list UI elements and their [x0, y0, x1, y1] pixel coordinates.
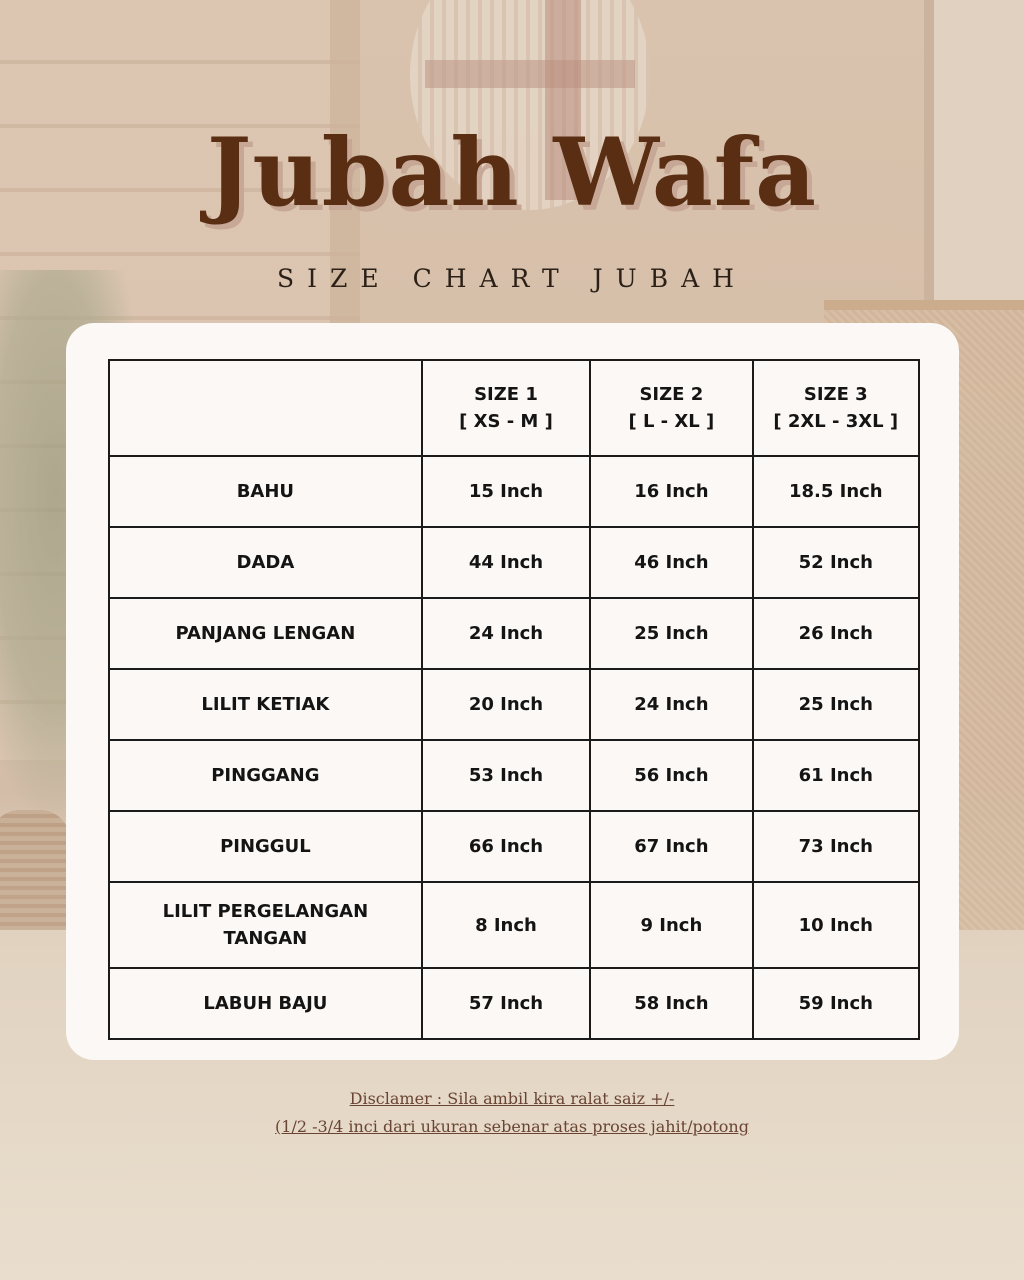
table-row: [109, 527, 919, 598]
table-row: [109, 811, 919, 882]
size-1-value: 8 Inch: [422, 882, 590, 968]
size-3-value: 10 Inch: [753, 882, 919, 968]
table-row: [109, 456, 919, 527]
size-name: SIZE 1: [474, 384, 538, 405]
size-2-value: 46 Inch: [590, 527, 752, 598]
measurement-label-line: TANGAN: [223, 928, 308, 949]
size-1-value: 57 Inch: [422, 968, 590, 1039]
size-3-value: 52 Inch: [753, 527, 919, 598]
size-1-value: 53 Inch: [422, 740, 590, 811]
measurement-label: PINGGANG: [109, 740, 422, 811]
size-2-value: 24 Inch: [590, 669, 752, 740]
measurement-label: LABUH BAJU: [109, 968, 422, 1039]
measurement-label: [109, 882, 422, 968]
table-header-row: [109, 360, 919, 456]
size-2-value: 58 Inch: [590, 968, 752, 1039]
size-1-value: 20 Inch: [422, 669, 590, 740]
size-3-value: 25 Inch: [753, 669, 919, 740]
size-1-value: 24 Inch: [422, 598, 590, 669]
background-basket: [0, 810, 70, 940]
header-cell-size-1: [422, 360, 590, 456]
size-2-value: 25 Inch: [590, 598, 752, 669]
measurement-label: LILIT KETIAK: [109, 669, 422, 740]
size-range: [ XS - M ]: [459, 411, 553, 432]
size-1-value: 15 Inch: [422, 456, 590, 527]
size-range: [ 2XL - 3XL ]: [773, 411, 899, 432]
page-subtitle: SIZE CHART JUBAH: [277, 264, 747, 293]
page-title: Jubah Wafa: [206, 118, 818, 228]
table-row: [109, 968, 919, 1039]
size-3-value: 73 Inch: [753, 811, 919, 882]
size-1-value: 66 Inch: [422, 811, 590, 882]
header-cell-size-3: [753, 360, 919, 456]
measurement-label: DADA: [109, 527, 422, 598]
background-lamp-band: [425, 60, 635, 88]
table-row: [109, 740, 919, 811]
size-2-value: 56 Inch: [590, 740, 752, 811]
size-range: [ L - XL ]: [628, 411, 715, 432]
size-3-value: 59 Inch: [753, 968, 919, 1039]
size-3-value: 18.5 Inch: [753, 456, 919, 527]
size-name: SIZE 2: [639, 384, 704, 405]
table-row: [109, 882, 919, 968]
size-1-value: 44 Inch: [422, 527, 590, 598]
size-3-value: 61 Inch: [753, 740, 919, 811]
size-2-value: 67 Inch: [590, 811, 752, 882]
disclaimer-line-2: (1/2 -3/4 inci dari ukuran sebenar atas proses jahit/potong: [275, 1117, 749, 1136]
measurement-label: PINGGUL: [109, 811, 422, 882]
size-3-value: 26 Inch: [753, 598, 919, 669]
measurement-label: BAHU: [109, 456, 422, 527]
header-cell-size-2: [590, 360, 752, 456]
measurement-label-line: LILIT PERGELANGAN: [162, 901, 369, 922]
header-cell-empty: [109, 360, 422, 456]
size-name: SIZE 3: [803, 384, 868, 405]
table-row: [109, 598, 919, 669]
size-chart-table: [108, 359, 920, 1040]
disclaimer-line-1: Disclamer : Sila ambil kira ralat saiz +/-: [349, 1089, 675, 1108]
size-2-value: 16 Inch: [590, 456, 752, 527]
table-row: [109, 669, 919, 740]
size-2-value: 9 Inch: [590, 882, 752, 968]
measurement-label: PANJANG LENGAN: [109, 598, 422, 669]
